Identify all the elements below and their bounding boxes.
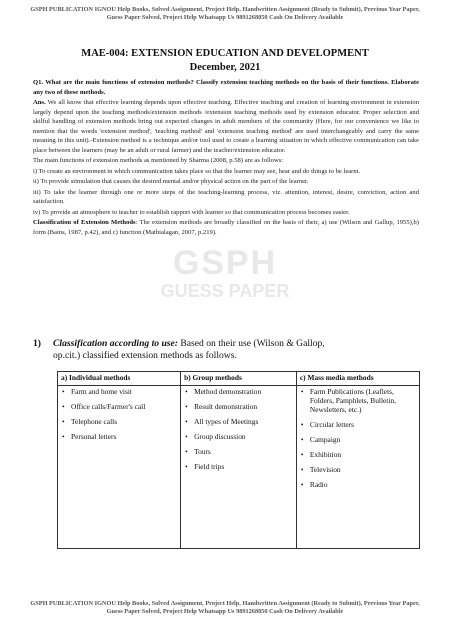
list-item: • Radio: [300, 480, 416, 489]
function-item: ii) To provide stimulation that causes the desired mental and/or physical action on the part of the learner.: [33, 178, 309, 185]
page-header: GSPH PUBLICATION IGNOU Help Books, Solved Assignment, Project Help, Handwritten Assignment (Ready to Submit), Previous Year Paper, Guess Paper Solved, Project Help Whatsapp Us 9891268050 Cash On Delivery Available: [30, 6, 420, 21]
watermark-brand: GSPH: [172, 244, 278, 282]
section-line-1: [33, 338, 419, 350]
watermark-guess-paper: GUESS PAPER: [160, 281, 290, 301]
list-item: • Office calls/Farmer's call: [61, 402, 177, 411]
list-item: • All types of Meetings: [184, 417, 293, 426]
page-footer: GSPH PUBLICATION IGNOU Help Books, Solved Assignment, Project Help, Handwritten Assignment (Ready to Submit), Previous Year Paper, Guess Paper Solved, Project Help Whatsapp Us 9891268050 Cash On Delivery Available: [30, 600, 420, 615]
list-item: • Field trips: [184, 462, 293, 471]
function-item: i) To create an environment in which communication takes place so that the learner may see, hear and do things to be learnt.: [33, 167, 361, 175]
classification-text: : The extension methods are broadly classified on the basis of their, a) use (Wilson and Gallup, 1955),b) form (Bains, 1987, p.42), and c) function (Mathialagan, 2007, p.219).: [33, 219, 419, 236]
section-line-1-rest: Based on their use (Wilson & Gallop,: [178, 338, 325, 349]
answer-label: Ans.: [33, 99, 46, 106]
table-header-row: [58, 372, 420, 386]
section-line-2: op.cit.) classified extension methods as follows.: [53, 350, 237, 361]
individual-methods-cell: [58, 386, 181, 549]
list-item: • Telephone calls: [61, 417, 177, 426]
list-item: • Campaign: [300, 435, 416, 444]
table-row: [58, 386, 420, 549]
document-date: December, 2021: [189, 62, 261, 73]
table-header: a) Individual methods: [58, 372, 181, 386]
list-item: • Method demonstration: [184, 387, 293, 396]
classification-paragraph: [33, 218, 419, 237]
section-number: 1): [33, 338, 41, 349]
functions-intro: The main functions of extension methods as mentioned by Sharma (2008, p.58) are as follows:: [33, 157, 284, 164]
list-item: • Farm Publications (Leaflets, Folders, Pamphlets, Bulletin, Newsletters, etc.): [300, 387, 416, 414]
list-item: • Circular letters: [300, 420, 416, 429]
function-item: iv) To provide an atmosphere to teacher to establish rapport with learner so that communication process becomes easier.: [33, 208, 350, 216]
function-item: iii) To take the learner through one or more steps of the teaching-learning process, viz. attention, interest, desire, conviction, action and satisfaction.: [33, 188, 419, 205]
list-item: • Television: [300, 465, 416, 474]
answer-text: We all know that effective learning depends upon effective teaching. Effective teaching and creation of learning environment in extension largely depend upon the teaching methods/extension methods /extension teaching methods used by extension educator. Proper selection and skilful handling of extension methods bring out expected changes in adult members of the community (Here, for our convenience we like to mention that the words 'extension method', 'teaching method' and 'extension teaching method' are used interchangeably and carry the same meaning in this unit).-Extension method is a technique and/or tool used to create a learning situation in which effective communication can take place between the learners (may be an adult or rural farmer) and the teacher/extension educator.: [33, 99, 420, 154]
methods-table: [57, 371, 420, 549]
group-methods-cell: [181, 386, 297, 549]
list-item: • Farm and home visit: [61, 387, 177, 396]
list-item: • Result demonstration: [184, 402, 293, 411]
answer-paragraph: [33, 98, 419, 155]
document-title: MAE-004: EXTENSION EDUCATION AND DEVELOPMENT: [81, 48, 369, 59]
table-header: b) Group methods: [181, 372, 297, 386]
list-item: • Tours: [184, 447, 293, 456]
mass-media-methods-cell: [296, 386, 419, 549]
section-heading: [33, 338, 419, 362]
table-header: c) Mass media methods: [296, 372, 419, 386]
question-text: Q1. What are the main functions of extension methods? Classify extension teaching methods on the basis of their functions. Elaborate any two of these methods.: [33, 79, 419, 96]
list-item: • Exhibition: [300, 450, 416, 459]
classification-label: Classification of Extension Methods: [33, 219, 136, 226]
answer-body: [33, 78, 419, 238]
section-title: Classification according to use:: [53, 338, 178, 349]
list-item: • Group discussion: [184, 432, 293, 441]
list-item: • Personal letters: [61, 432, 177, 441]
